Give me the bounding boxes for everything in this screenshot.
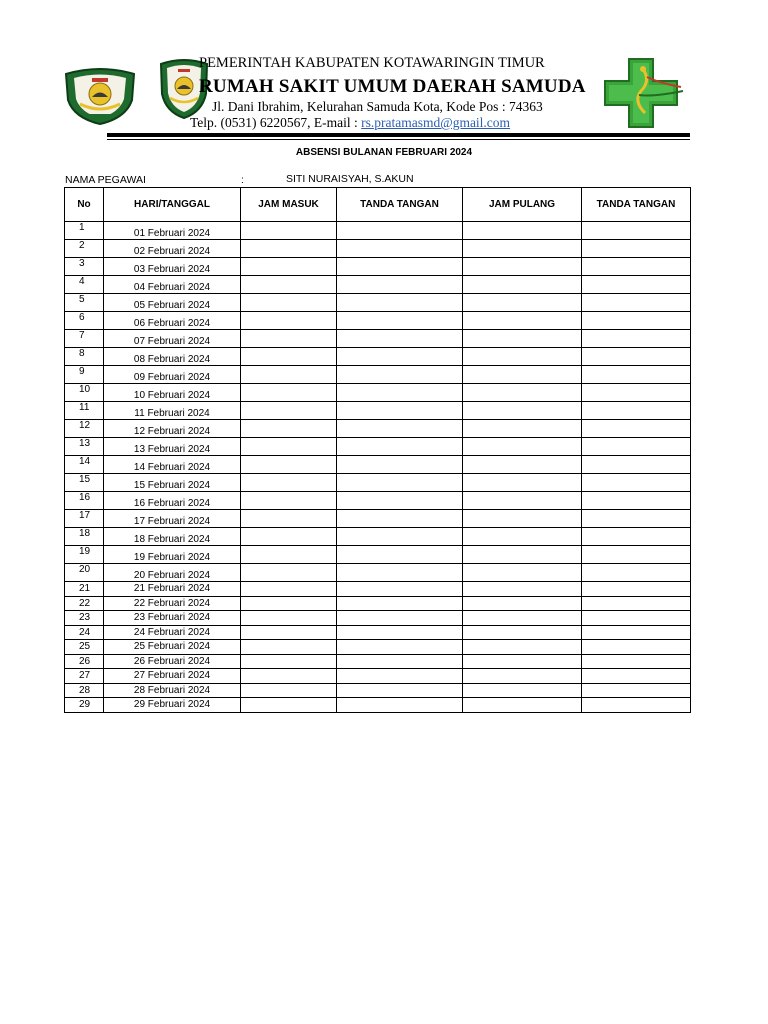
time-out-cell[interactable] xyxy=(463,276,582,294)
table-row xyxy=(65,510,691,528)
row-number: 7 xyxy=(65,330,104,348)
signature-in-cell[interactable] xyxy=(337,625,463,640)
row-date: 14 Februari 2024 xyxy=(104,456,241,474)
signature-out-cell[interactable] xyxy=(582,683,691,698)
signature-out-cell[interactable] xyxy=(582,240,691,258)
signature-out-cell[interactable] xyxy=(582,294,691,312)
table-row xyxy=(65,654,691,669)
signature-out-cell[interactable] xyxy=(582,420,691,438)
row-number: 20 xyxy=(65,564,104,582)
row-date: 01 Februari 2024 xyxy=(104,222,241,240)
row-date: 23 Februari 2024 xyxy=(104,611,241,626)
row-number: 4 xyxy=(65,276,104,294)
row-date: 10 Februari 2024 xyxy=(104,384,241,402)
time-out-cell[interactable] xyxy=(463,582,582,597)
signature-out-cell[interactable] xyxy=(582,669,691,684)
table-row xyxy=(65,698,691,713)
row-number: 19 xyxy=(65,546,104,564)
column-header-no: No xyxy=(65,188,104,222)
column-header-time-in: JAM MASUK xyxy=(241,188,337,222)
attendance-table xyxy=(64,187,691,713)
time-out-cell[interactable] xyxy=(463,348,582,366)
signature-in-cell[interactable] xyxy=(337,384,463,402)
time-out-cell[interactable] xyxy=(463,330,582,348)
row-number: 21 xyxy=(65,582,104,597)
row-date: 29 Februari 2024 xyxy=(104,698,241,713)
time-out-cell[interactable] xyxy=(463,683,582,698)
row-number: 15 xyxy=(65,474,104,492)
signature-in-cell[interactable] xyxy=(337,492,463,510)
table-row xyxy=(65,492,691,510)
row-number: 27 xyxy=(65,669,104,684)
signature-in-cell[interactable] xyxy=(337,402,463,420)
table-row xyxy=(65,528,691,546)
row-date: 12 Februari 2024 xyxy=(104,420,241,438)
time-out-cell[interactable] xyxy=(463,669,582,684)
table-row xyxy=(65,611,691,626)
time-out-cell[interactable] xyxy=(463,294,582,312)
phone-text: Telp. (0531) 6220567, E-mail : xyxy=(190,115,362,130)
table-row xyxy=(65,456,691,474)
signature-out-cell[interactable] xyxy=(582,366,691,384)
signature-in-cell[interactable] xyxy=(337,564,463,582)
row-date: 11 Februari 2024 xyxy=(104,402,241,420)
hospital-contact xyxy=(190,115,510,131)
signature-in-cell[interactable] xyxy=(337,456,463,474)
column-header-date: HARI/TANGGAL xyxy=(104,188,241,222)
signature-out-cell[interactable] xyxy=(582,582,691,597)
signature-out-cell[interactable] xyxy=(582,510,691,528)
time-out-cell[interactable] xyxy=(463,258,582,276)
time-out-cell[interactable] xyxy=(463,492,582,510)
signature-out-cell[interactable] xyxy=(582,698,691,713)
time-in-cell[interactable] xyxy=(241,258,337,276)
time-out-cell[interactable] xyxy=(463,456,582,474)
row-number: 1 xyxy=(65,222,104,240)
table-row xyxy=(65,294,691,312)
signature-in-cell[interactable] xyxy=(337,294,463,312)
row-number: 29 xyxy=(65,698,104,713)
signature-in-cell[interactable] xyxy=(337,640,463,655)
time-out-cell[interactable] xyxy=(463,312,582,330)
row-date: 15 Februari 2024 xyxy=(104,474,241,492)
row-number: 11 xyxy=(65,402,104,420)
row-number: 14 xyxy=(65,456,104,474)
header-divider-thin xyxy=(107,139,690,140)
signature-out-cell[interactable] xyxy=(582,222,691,240)
signature-in-cell[interactable] xyxy=(337,611,463,626)
time-out-cell[interactable] xyxy=(463,438,582,456)
signature-in-cell[interactable] xyxy=(337,258,463,276)
signature-in-cell[interactable] xyxy=(337,683,463,698)
time-out-cell[interactable] xyxy=(463,474,582,492)
table-header-row xyxy=(65,188,691,222)
signature-out-cell[interactable] xyxy=(582,528,691,546)
time-out-cell[interactable] xyxy=(463,640,582,655)
table-row xyxy=(65,312,691,330)
row-number: 26 xyxy=(65,654,104,669)
time-out-cell[interactable] xyxy=(463,366,582,384)
row-date: 28 Februari 2024 xyxy=(104,683,241,698)
employee-label: NAMA PEGAWAI xyxy=(65,174,146,186)
time-in-cell[interactable] xyxy=(241,582,337,597)
row-number: 8 xyxy=(65,348,104,366)
table-row xyxy=(65,222,691,240)
row-number: 23 xyxy=(65,611,104,626)
row-number: 13 xyxy=(65,438,104,456)
row-date: 02 Februari 2024 xyxy=(104,240,241,258)
row-number: 10 xyxy=(65,384,104,402)
table-row xyxy=(65,546,691,564)
row-date: 16 Februari 2024 xyxy=(104,492,241,510)
time-in-cell[interactable] xyxy=(241,698,337,713)
row-date: 24 Februari 2024 xyxy=(104,625,241,640)
row-date: 25 Februari 2024 xyxy=(104,640,241,655)
signature-out-cell[interactable] xyxy=(582,384,691,402)
time-in-cell[interactable] xyxy=(241,564,337,582)
row-date: 05 Februari 2024 xyxy=(104,294,241,312)
row-number: 28 xyxy=(65,683,104,698)
row-date: 08 Februari 2024 xyxy=(104,348,241,366)
signature-out-cell[interactable] xyxy=(582,596,691,611)
time-in-cell[interactable] xyxy=(241,348,337,366)
table-row xyxy=(65,683,691,698)
signature-out-cell[interactable] xyxy=(582,611,691,626)
table-row xyxy=(65,384,691,402)
time-in-cell[interactable] xyxy=(241,683,337,698)
time-out-cell[interactable] xyxy=(463,546,582,564)
table-row xyxy=(65,402,691,420)
row-number: 2 xyxy=(65,240,104,258)
table-row xyxy=(65,258,691,276)
column-header-signature-in: TANDA TANGAN xyxy=(337,188,463,222)
employee-name: SITI NURAISYAH, S.AKUN xyxy=(286,173,414,185)
time-in-cell[interactable] xyxy=(241,492,337,510)
signature-out-cell[interactable] xyxy=(582,546,691,564)
time-in-cell[interactable] xyxy=(241,611,337,626)
time-in-cell[interactable] xyxy=(241,654,337,669)
signature-in-cell[interactable] xyxy=(337,596,463,611)
time-in-cell[interactable] xyxy=(241,528,337,546)
time-in-cell[interactable] xyxy=(241,420,337,438)
time-in-cell[interactable] xyxy=(241,625,337,640)
signature-in-cell[interactable] xyxy=(337,330,463,348)
signature-in-cell[interactable] xyxy=(337,654,463,669)
row-date: 21 Februari 2024 xyxy=(104,582,241,597)
signature-in-cell[interactable] xyxy=(337,240,463,258)
signature-in-cell[interactable] xyxy=(337,669,463,684)
signature-in-cell[interactable] xyxy=(337,510,463,528)
table-row xyxy=(65,596,691,611)
time-out-cell[interactable] xyxy=(463,698,582,713)
signature-out-cell[interactable] xyxy=(582,276,691,294)
time-out-cell[interactable] xyxy=(463,596,582,611)
government-name: PEMERINTAH KABUPATEN KOTAWARINGIN TIMUR xyxy=(199,55,545,71)
signature-in-cell[interactable] xyxy=(337,438,463,456)
time-out-cell[interactable] xyxy=(463,611,582,626)
time-in-cell[interactable] xyxy=(241,294,337,312)
signature-in-cell[interactable] xyxy=(337,276,463,294)
signature-out-cell[interactable] xyxy=(582,474,691,492)
row-date: 27 Februari 2024 xyxy=(104,669,241,684)
time-in-cell[interactable] xyxy=(241,366,337,384)
row-number: 3 xyxy=(65,258,104,276)
row-number: 24 xyxy=(65,625,104,640)
table-row xyxy=(65,438,691,456)
time-in-cell[interactable] xyxy=(241,456,337,474)
row-date: 09 Februari 2024 xyxy=(104,366,241,384)
signature-out-cell[interactable] xyxy=(582,654,691,669)
time-out-cell[interactable] xyxy=(463,625,582,640)
signature-out-cell[interactable] xyxy=(582,456,691,474)
signature-out-cell[interactable] xyxy=(582,348,691,366)
hospital-name: RUMAH SAKIT UMUM DAERAH SAMUDA xyxy=(199,76,586,97)
table-row xyxy=(65,366,691,384)
signature-in-cell[interactable] xyxy=(337,312,463,330)
time-out-cell[interactable] xyxy=(463,240,582,258)
signature-in-cell[interactable] xyxy=(337,474,463,492)
row-date: 13 Februari 2024 xyxy=(104,438,241,456)
table-row xyxy=(65,474,691,492)
row-number: 16 xyxy=(65,492,104,510)
time-out-cell[interactable] xyxy=(463,384,582,402)
signature-in-cell[interactable] xyxy=(337,348,463,366)
table-row xyxy=(65,582,691,597)
time-in-cell[interactable] xyxy=(241,240,337,258)
table-row xyxy=(65,330,691,348)
row-number: 22 xyxy=(65,596,104,611)
row-number: 6 xyxy=(65,312,104,330)
signature-in-cell[interactable] xyxy=(337,366,463,384)
time-in-cell[interactable] xyxy=(241,596,337,611)
time-in-cell[interactable] xyxy=(241,402,337,420)
table-row xyxy=(65,669,691,684)
row-date: 03 Februari 2024 xyxy=(104,258,241,276)
signature-out-cell[interactable] xyxy=(582,625,691,640)
time-in-cell[interactable] xyxy=(241,546,337,564)
row-number: 17 xyxy=(65,510,104,528)
header-divider xyxy=(107,133,690,137)
row-date: 07 Februari 2024 xyxy=(104,330,241,348)
time-out-cell[interactable] xyxy=(463,654,582,669)
signature-in-cell[interactable] xyxy=(337,420,463,438)
time-in-cell[interactable] xyxy=(241,640,337,655)
time-in-cell[interactable] xyxy=(241,384,337,402)
signature-out-cell[interactable] xyxy=(582,640,691,655)
time-out-cell[interactable] xyxy=(463,420,582,438)
row-date: 17 Februari 2024 xyxy=(104,510,241,528)
table-row xyxy=(65,348,691,366)
signature-in-cell[interactable] xyxy=(337,546,463,564)
signature-out-cell[interactable] xyxy=(582,330,691,348)
time-in-cell[interactable] xyxy=(241,474,337,492)
time-in-cell[interactable] xyxy=(241,276,337,294)
employee-colon: : xyxy=(241,174,244,186)
time-in-cell[interactable] xyxy=(241,510,337,528)
signature-out-cell[interactable] xyxy=(582,564,691,582)
row-date: 18 Februari 2024 xyxy=(104,528,241,546)
time-out-cell[interactable] xyxy=(463,528,582,546)
column-header-time-out: JAM PULANG xyxy=(463,188,582,222)
time-out-cell[interactable] xyxy=(463,402,582,420)
row-date: 26 Februari 2024 xyxy=(104,654,241,669)
email-link[interactable]: rs.pratamasmd@gmail.com xyxy=(361,115,511,130)
signature-out-cell[interactable] xyxy=(582,438,691,456)
row-date: 20 Februari 2024 xyxy=(104,564,241,582)
signature-out-cell[interactable] xyxy=(582,312,691,330)
row-date: 19 Februari 2024 xyxy=(104,546,241,564)
time-out-cell[interactable] xyxy=(463,564,582,582)
row-number: 5 xyxy=(65,294,104,312)
signature-in-cell[interactable] xyxy=(337,222,463,240)
row-date: 06 Februari 2024 xyxy=(104,312,241,330)
hospital-address: Jl. Dani Ibrahim, Kelurahan Samuda Kota, Kode Pos : 74363 xyxy=(212,99,543,114)
signature-out-cell[interactable] xyxy=(582,492,691,510)
row-number: 9 xyxy=(65,366,104,384)
column-header-signature-out: TANDA TANGAN xyxy=(582,188,691,222)
time-out-cell[interactable] xyxy=(463,510,582,528)
table-row xyxy=(65,240,691,258)
table-row xyxy=(65,625,691,640)
time-in-cell[interactable] xyxy=(241,438,337,456)
table-row xyxy=(65,420,691,438)
time-out-cell[interactable] xyxy=(463,222,582,240)
table-row xyxy=(65,564,691,582)
time-in-cell[interactable] xyxy=(241,669,337,684)
signature-in-cell[interactable] xyxy=(337,582,463,597)
green-cross-health-icon xyxy=(603,57,687,129)
document-title: ABSENSI BULANAN FEBRUARI 2024 xyxy=(295,147,473,158)
table-row xyxy=(65,640,691,655)
time-in-cell[interactable] xyxy=(241,312,337,330)
row-number: 12 xyxy=(65,420,104,438)
table-row xyxy=(65,276,691,294)
signature-in-cell[interactable] xyxy=(337,698,463,713)
signature-out-cell[interactable] xyxy=(582,402,691,420)
time-in-cell[interactable] xyxy=(241,330,337,348)
signature-in-cell[interactable] xyxy=(337,528,463,546)
row-number: 18 xyxy=(65,528,104,546)
row-date: 04 Februari 2024 xyxy=(104,276,241,294)
signature-out-cell[interactable] xyxy=(582,258,691,276)
time-in-cell[interactable] xyxy=(241,222,337,240)
row-number: 25 xyxy=(65,640,104,655)
row-date: 22 Februari 2024 xyxy=(104,596,241,611)
regency-emblem-icon xyxy=(62,66,138,126)
